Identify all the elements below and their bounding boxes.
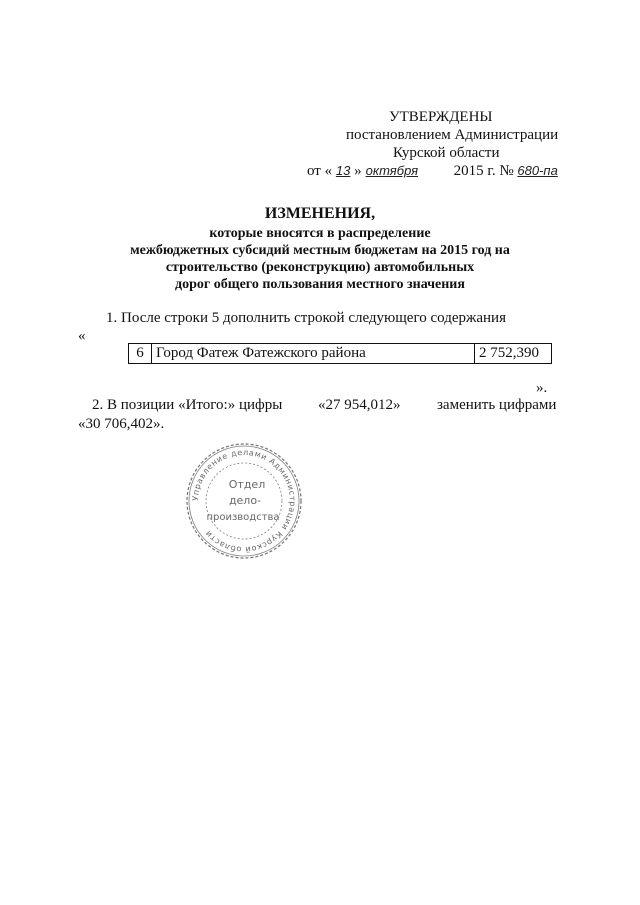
stamp-center-line-3: производства xyxy=(206,512,280,523)
table-row xyxy=(129,344,552,364)
heading-line-4: дорог общего пользования местного значения xyxy=(175,277,465,292)
item-1-text: 1. После строки 5 дополнить строкой следующего содержания xyxy=(106,310,506,326)
approval-title: УТВЕРЖДЕНЫ xyxy=(389,109,493,125)
stamp-ring-text: Управление делами Администрации Курской области xyxy=(190,447,298,555)
date-day: 13 xyxy=(335,163,351,178)
close-quote: ». xyxy=(536,380,548,396)
heading-line-3: строительство (реконструкцию) автомобильных xyxy=(165,260,475,275)
item-2-old-value: «27 954,012» xyxy=(318,397,401,413)
approval-issuer: постановлением Администрации xyxy=(346,127,559,143)
insert-row-table xyxy=(128,343,552,364)
document-title: ИЗМЕНЕНИЯ, xyxy=(264,205,376,222)
open-quote: « xyxy=(78,328,86,344)
date-prefix: от « xyxy=(307,163,333,179)
item-2-text-c: заменить цифрами xyxy=(437,397,557,413)
approval-date-line xyxy=(307,162,558,180)
date-year: 2015 г. № xyxy=(453,163,514,179)
stamp-center-line-1: Отдел xyxy=(228,478,266,491)
item-2-new-value: «30 706,402». xyxy=(78,416,165,432)
heading-line-1: которые вносятся в распределение xyxy=(209,226,431,241)
stamp-center-line-2: дело- xyxy=(228,494,262,507)
approval-region: Курской области xyxy=(393,145,500,161)
document-number: 680-па xyxy=(517,163,558,178)
row-municipality: Город Фатеж Фатежского района xyxy=(152,344,475,364)
row-amount: 2 752,390 xyxy=(475,344,552,364)
heading-line-2: межбюджетных субсидий местным бюджетам на 2015 год на xyxy=(130,243,510,258)
date-mid: » xyxy=(354,163,362,179)
date-month: октября xyxy=(365,163,419,178)
office-stamp xyxy=(185,442,303,560)
item-2-text-a: 2. В позиции «Итого:» цифры xyxy=(92,397,283,413)
row-number: 6 xyxy=(129,344,152,364)
